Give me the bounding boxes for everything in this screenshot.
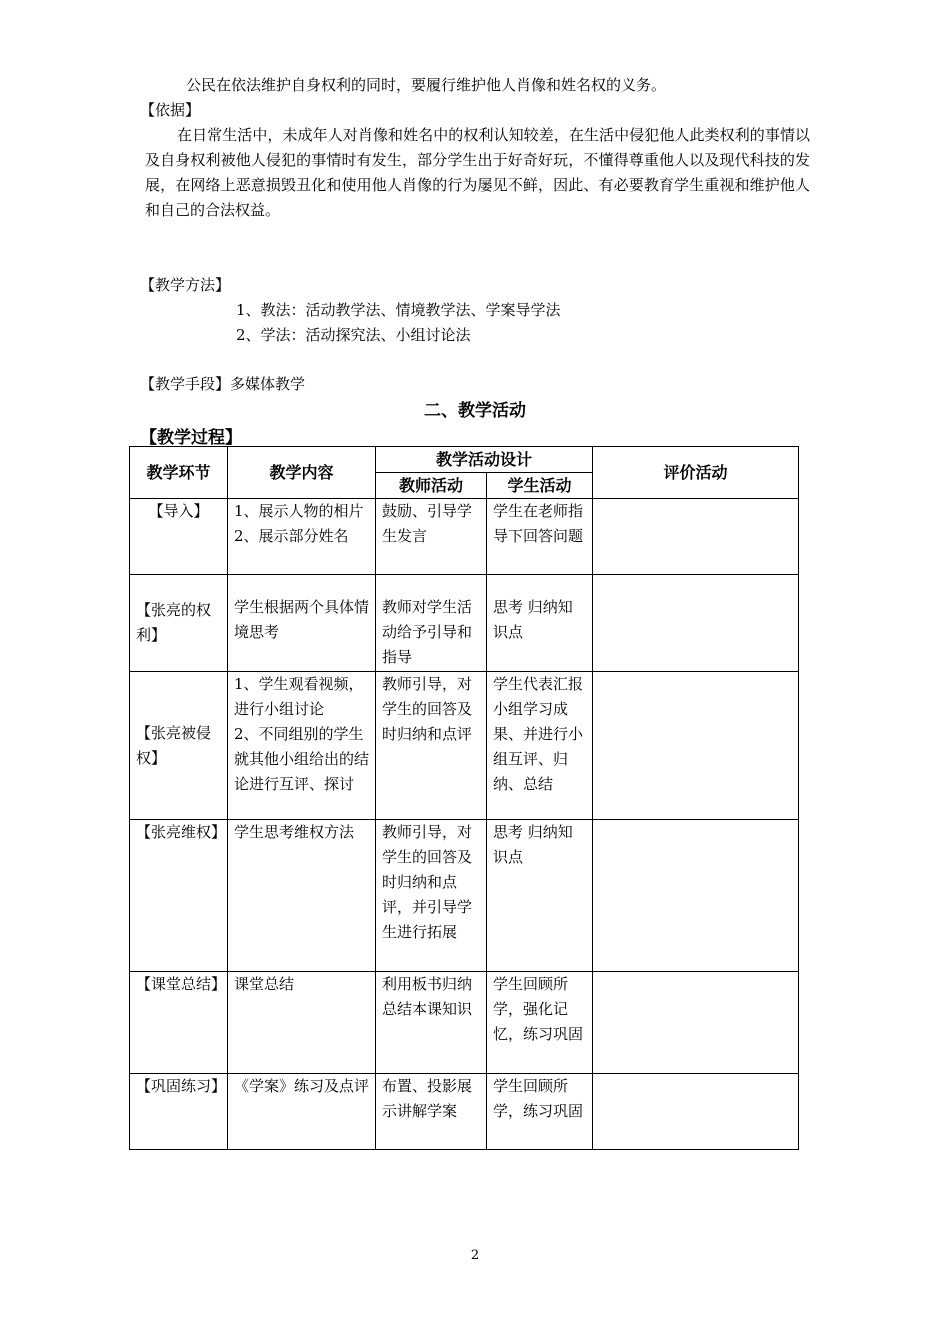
content-line: 学生根据两个具体情境思考 (234, 598, 370, 641)
content-line: 《学案》练习及点评 (234, 1077, 370, 1095)
header-stage: 教学环节 (130, 447, 228, 499)
header-evaluation: 评价活动 (593, 447, 799, 499)
stage-cell: 【导入】 (130, 499, 228, 575)
process-heading: 【教学过程】 (140, 428, 242, 448)
teacher-cell: 教师引导，对学生的回答及时归纳和点评，并引导学生进行拓展 (376, 820, 487, 972)
teacher-cell: 利用板书归纳总结本课知识 (376, 972, 487, 1074)
table-row (130, 1074, 799, 1150)
table-row (130, 499, 799, 575)
stage-cell: 【巩固练习】 (130, 1074, 228, 1150)
basis-text: 在日常生活中，未成年人对肖像和姓名中的权利认知较差，在生活中侵犯他人此类权利的事情以及自身权利被他人侵犯的事情时有发生，部分学生出于好奇好玩，不懂得尊重他人以及现代科技的发展，在网络上恶意损毁丑化和使用他人肖像的行为屡见不鲜，因此、有必要教育学生重视和维护他人和自己的合法权益。 (145, 126, 810, 219)
stage-cell: 【张亮的权利】 (130, 575, 228, 672)
content-line: 1、学生观看视频，进行小组讨论 (234, 675, 364, 718)
content-line: 2、展示部分姓名 (234, 527, 349, 545)
content-cell (228, 820, 376, 972)
intro-line: 公民在依法维护自身权利的同时，要履行维护他人肖像和姓名权的义务。 (186, 76, 667, 94)
evaluation-cell (593, 672, 799, 820)
teaching-process-table (129, 446, 799, 1150)
student-cell: 学生回顾所学，强化记忆，练习巩固 (487, 972, 593, 1074)
evaluation-cell (593, 820, 799, 972)
evaluation-cell (593, 1074, 799, 1150)
teacher-cell: 鼓励、引导学生发言 (376, 499, 487, 575)
header-teacher: 教师活动 (376, 473, 487, 499)
content-line: 1、展示人物的相片 (234, 502, 364, 520)
table-row (130, 575, 799, 672)
student-cell: 思考 归纳知识点 (487, 820, 593, 972)
content-cell (228, 972, 376, 1074)
teaching-means: 【教学手段】多媒体教学 (140, 375, 306, 393)
stage-cell: 【张亮被侵权】 (130, 672, 228, 820)
content-cell (228, 672, 376, 820)
evaluation-cell (593, 499, 799, 575)
table-row (130, 820, 799, 972)
teacher-cell: 布置、投影展示讲解学案 (376, 1074, 487, 1150)
teacher-cell: 教师对学生活动给予引导和指导 (376, 575, 487, 672)
student-cell: 学生代表汇报小组学习成果、并进行小组互评、归纳、总结 (487, 672, 593, 820)
student-cell: 学生回顾所学，练习巩固 (487, 1074, 593, 1150)
content-cell (228, 499, 376, 575)
teacher-cell: 教师引导，对学生的回答及时归纳和点评 (376, 672, 487, 820)
stage-cell: 【课堂总结】 (130, 972, 228, 1074)
table-row (130, 672, 799, 820)
table-row (130, 972, 799, 1074)
page-number: 2 (470, 1248, 480, 1263)
student-cell: 学生在老师指导下回答问题 (487, 499, 593, 575)
content-cell (228, 575, 376, 672)
basis-heading: 【依据】 (140, 101, 201, 119)
student-cell: 思考 归纳知识点 (487, 575, 593, 672)
method-item-teaching: 1、教法：活动教学法、情境教学法、学案导学法 (236, 301, 561, 319)
method-item-learning: 2、学法：活动探究法、小组讨论法 (236, 326, 471, 344)
evaluation-cell (593, 575, 799, 672)
header-student: 学生活动 (487, 473, 593, 499)
content-line: 课堂总结 (234, 975, 295, 993)
header-content: 教学内容 (228, 447, 376, 499)
content-line: 2、不同组别的学生就其他小组给出的结论进行互评、探讨 (234, 725, 370, 793)
header-design: 教学活动设计 (376, 447, 593, 473)
methods-heading: 【教学方法】 (140, 276, 231, 294)
section-title: 二、教学活动 (424, 401, 526, 421)
stage-cell: 【张亮维权】 (130, 820, 228, 972)
content-line: 学生思考维权方法 (234, 823, 355, 841)
evaluation-cell (593, 972, 799, 1074)
content-cell (228, 1074, 376, 1150)
